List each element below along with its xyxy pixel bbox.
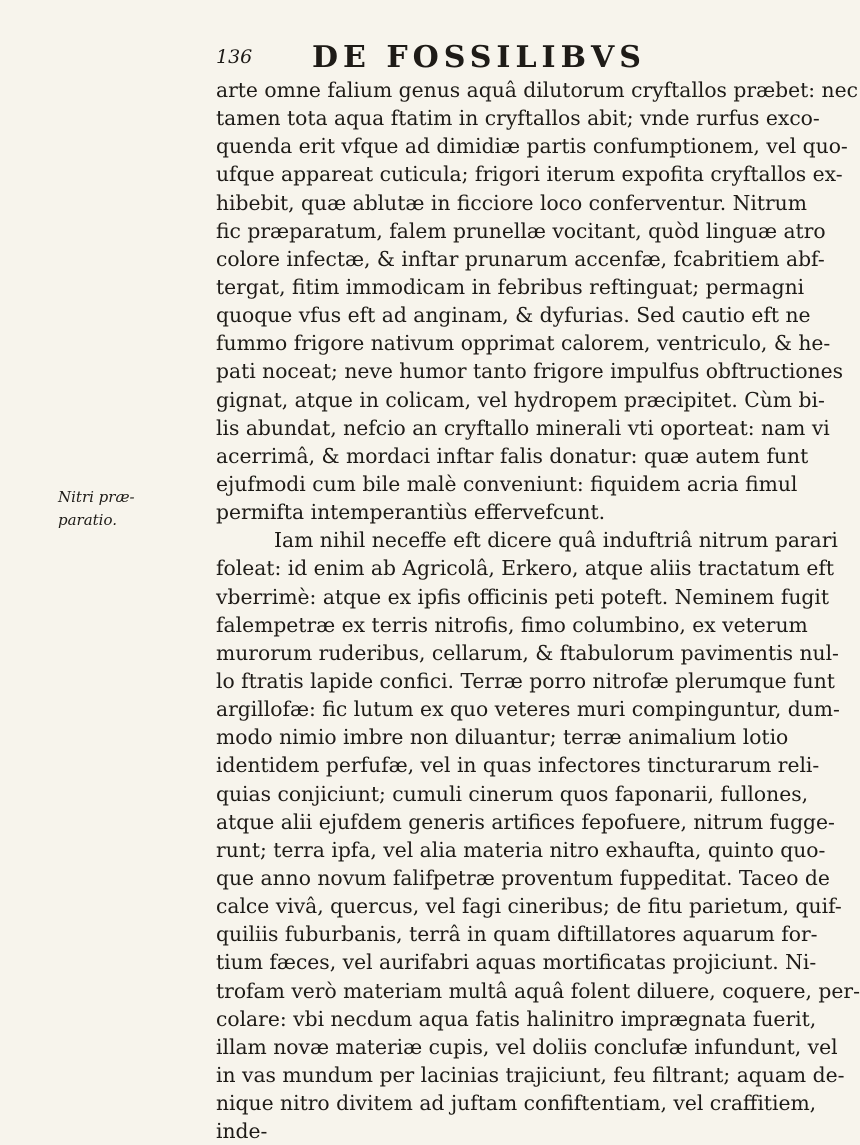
margin-note-line: paratio. xyxy=(58,511,118,529)
text-line: ejufmodi cum bile malè conveniunt: fiquidem acria fimul xyxy=(216,471,798,496)
text-line: falempetræ ex terris nitrofis, fimo columbino, ex veterum xyxy=(216,612,808,637)
page-number: 136 xyxy=(216,46,253,68)
text-line: atque alii ejufdem generis artifices fepofuere, nitrum fugge- xyxy=(216,809,835,834)
text-line: colare: vbi necdum aqua fatis halinitro imprægnata fuerit, xyxy=(216,1006,817,1031)
text-line: acerrimâ, & mordaci inftar falis donatur: quæ autem funt xyxy=(216,443,809,468)
text-line: gignat, atque in colicam, vel hydropem præcipitet. Cùm bi- xyxy=(216,387,825,412)
text-line: nique nitro divitem ad juftam confiftentiam, vel craffitiem, xyxy=(216,1091,817,1116)
text-line: tium fæces, vel aurifabri aquas mortificatas projiciunt. Ni- xyxy=(216,950,817,975)
text-line: argillofæ: fic lutum ex quo veteres muri compinguntur, dum- xyxy=(216,697,840,722)
text-line: quiliis fuburbanis, terrâ in quam diftillatores aquarum for- xyxy=(216,922,818,947)
text-line: que anno novum falifpetræ proventum fuppeditat. Taceo de xyxy=(216,865,830,890)
text-line: tergat, fitim immodicam in febribus reftinguat; permagni xyxy=(216,274,805,299)
text-line: murorum ruderibus, cellarum, & ftabulorum pavimentis nul- xyxy=(216,640,839,665)
text-line: colore infectæ, & inftar prunarum accenfæ, fcabritiem abf- xyxy=(216,246,825,271)
text-line: calce vivâ, quercus, vel fagi cineribus; de fitu parietum, quif- xyxy=(216,894,842,919)
running-title: DE FOSSILIBVS xyxy=(312,40,646,75)
text-line: tamen tota aqua ftatim in cryftallos abit; vnde rurfus exco- xyxy=(216,106,820,131)
text-line: quoque vfus eft ad anginam, & dyfurias. Sed cautio eft ne xyxy=(216,303,811,328)
text-line: in vas mundum per lacinias trajiciunt, feu filtrant; aquam de- xyxy=(216,1062,845,1087)
text-line: identidem perfufæ, vel in quas infectores tincturarum reli- xyxy=(216,753,820,778)
text-line: fummo frigore nativum opprimat calorem, ventriculo, & he- xyxy=(216,331,831,356)
text-line: lo ftratis lapide confici. Terræ porro nitrofæ plerumque funt xyxy=(216,668,835,693)
text-line: hibebit, quæ ablutæ in ficciore loco conferventur. Nitrum xyxy=(216,190,807,215)
text-line: inde- xyxy=(216,1119,268,1144)
text-line: permifta intemperantiùs effervefcunt. xyxy=(216,500,606,525)
text-line: fic præparatum, falem prunellæ vocitant, quòd linguæ atro xyxy=(216,218,826,243)
text-line: Iam nihil neceffe eft dicere quâ induftriâ nitrum parari xyxy=(274,528,838,553)
page-header xyxy=(216,38,646,78)
text-line: modo nimio imbre non diluantur; terræ animalium lotio xyxy=(216,725,789,750)
text-line: pati noceat; neve humor tanto frigore impulfus obftructiones xyxy=(216,359,844,384)
text-line: quias conjiciunt; cumuli cinerum quos faponarii, fullones, xyxy=(216,781,809,806)
body-text xyxy=(216,76,860,1145)
margin-note xyxy=(58,486,208,532)
margin-note-line: Nitri præ- xyxy=(58,488,135,506)
text-line: vberrimè: atque ex ipfis officinis peti poteft. Neminem fugit xyxy=(216,584,830,609)
text-line: lis abundat, nefcio an cryftallo minerali vti oporteat: nam vi xyxy=(216,415,830,440)
text-line: quenda erit vfque ad dimidiæ partis confumptionem, vel quo- xyxy=(216,134,848,159)
text-line: illam novæ materiæ cupis, vel doliis conclufæ infundunt, vel xyxy=(216,1034,838,1059)
text-line: arte omne falium genus aquâ dilutorum cryftallos præbet: nec xyxy=(216,78,858,102)
text-line: runt; terra ipfa, vel alia materia nitro exhaufta, quinto quo- xyxy=(216,837,826,862)
text-line: trofam verò materiam multâ aquâ folent diluere, coquere, per- xyxy=(216,978,860,1003)
text-line: foleat: id enim ab Agricolâ, Erkero, atque aliis tractatum eft xyxy=(216,556,835,581)
text-line: ufque appareat cuticula; frigori iterum expofita cryftallos ex- xyxy=(216,162,843,187)
